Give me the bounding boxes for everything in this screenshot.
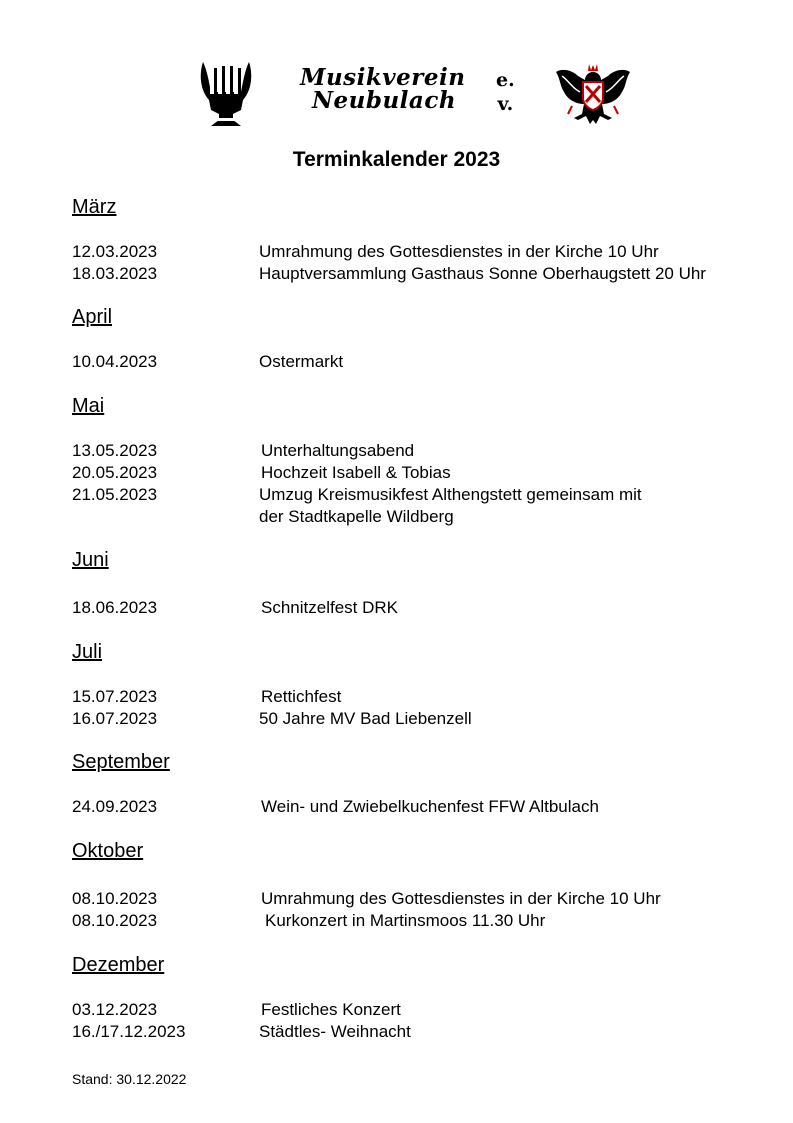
event-description-continued: der Stadtkapelle Wildberg [259,507,454,526]
stand-date-footer: Stand: 30.12.2022 [72,1071,187,1087]
event-date: 16.07.2023 [72,709,158,728]
event-description: Wein- und Zwiebelkuchenfest FFW Altbulach [261,797,599,816]
month-heading-juni: Juni [72,549,109,571]
month-heading-oktober: Oktober [72,840,144,862]
event-date: 08.10.2023 [72,889,158,908]
month-heading-juli: Juli [72,641,103,663]
event-description: Rettichfest [261,687,342,706]
month-heading-dezember: Dezember [72,954,165,976]
event-date: 18.06.2023 [72,598,158,617]
logo-line-1: Musikverein [300,64,466,91]
event-date: 21.05.2023 [72,485,158,504]
event-description: Hauptversammlung Gasthaus Sonne Oberhaugstett 20 Uhr [259,264,706,283]
event-description: Hochzeit Isabell & Tobias [261,463,451,482]
club-logo-text [300,66,485,112]
event-description: Städtles- Weihnacht [259,1022,411,1041]
event-description: Unterhaltungsabend [261,441,415,460]
ev-line-1: e. [496,69,515,91]
event-date: 10.04.2023 [72,352,158,371]
event-date: 24.09.2023 [72,797,158,816]
month-heading-september: September [72,751,170,773]
month-heading-maerz: März [72,196,117,218]
event-date: 03.12.2023 [72,1000,158,1019]
ev-label [496,68,515,116]
event-description: Umrahmung des Gottesdienstes in der Kirche 10 Uhr [259,242,659,261]
event-date: 18.03.2023 [72,264,158,283]
event-description: Festliches Konzert [261,1000,401,1019]
event-date: 12.03.2023 [72,242,158,261]
ev-line-2: v. [497,93,514,115]
month-heading-mai: Mai [72,395,105,417]
event-date: 13.05.2023 [72,441,158,460]
event-date: 16./17.12.2023 [72,1022,186,1041]
lyre-logo-icon [197,60,255,128]
event-description: Ostermarkt [259,352,344,371]
event-date: 15.07.2023 [72,687,158,706]
logo-line-2: Neubulach [312,87,457,114]
page-title: Terminkalender 2023 [292,148,501,171]
month-heading-april: April [72,306,113,328]
event-description: Umrahmung des Gottesdienstes in der Kirche 10 Uhr [261,889,661,908]
eagle-coat-of-arms-icon [554,62,632,128]
event-description: Kurkonzert in Martinsmoos 11.30 Uhr [265,911,546,930]
letterhead [0,0,793,140]
event-date: 08.10.2023 [72,911,158,930]
event-description: Umzug Kreismusikfest Althengstett gemeinsam mit [259,485,642,504]
event-description: Schnitzelfest DRK [261,598,398,617]
event-date: 20.05.2023 [72,463,158,482]
event-description: 50 Jahre MV Bad Liebenzell [259,709,472,728]
